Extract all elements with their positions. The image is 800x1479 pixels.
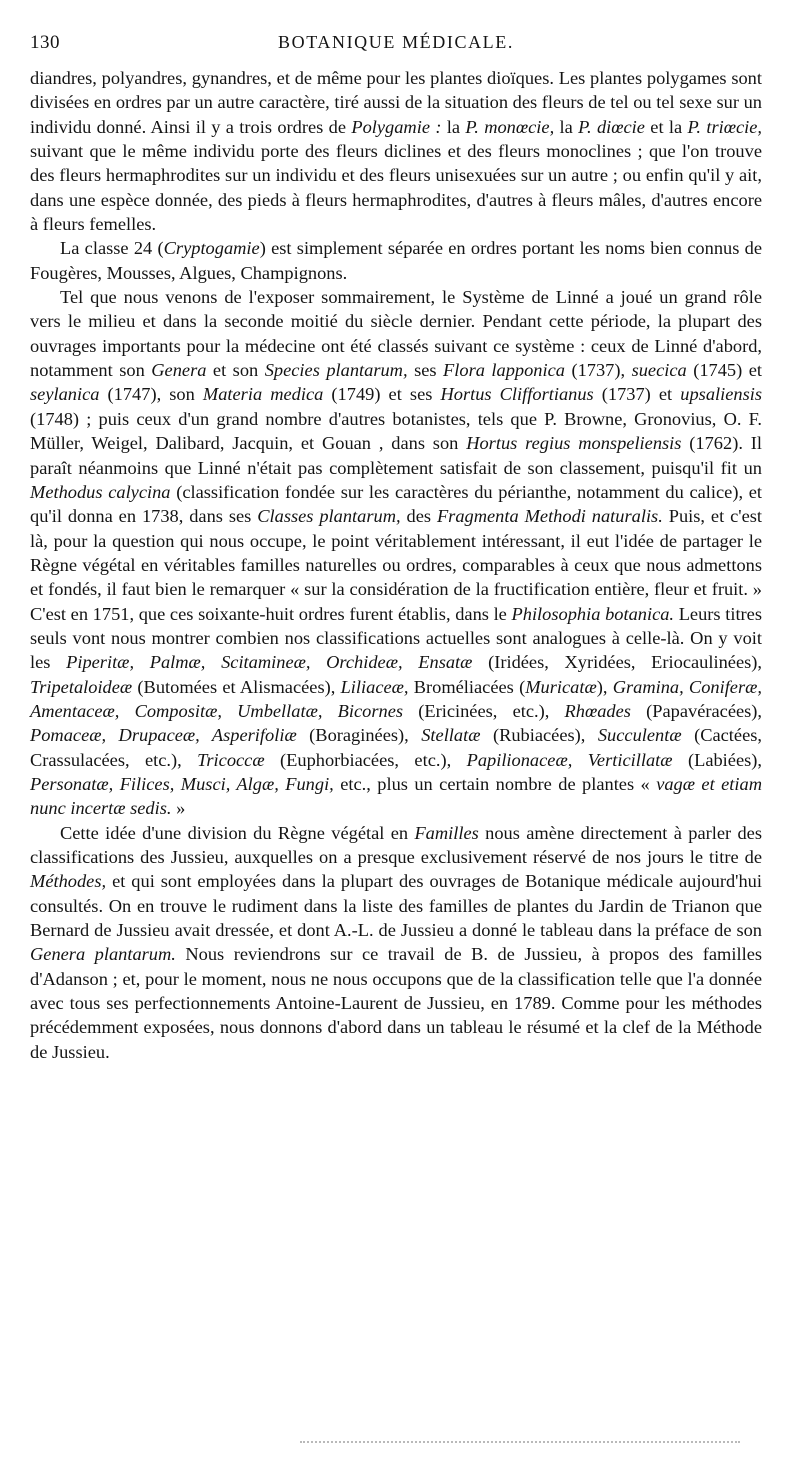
- text-run: la: [441, 116, 466, 137]
- text-run: (1748) ; puis ceux d'un grand nombre d'autres botanistes, tels que P. Browne, Gronovius, O. F. Müller, Weigel, Dalibard, Jacquin, et Gouan , dans son: [30, 408, 762, 454]
- italic-text-run: Materia medica: [202, 384, 324, 405]
- paragraph: [30, 236, 762, 285]
- text-run: (1747), son: [99, 384, 203, 405]
- italic-text-run: Genera plantarum.: [30, 944, 176, 965]
- paragraph: [30, 821, 762, 1064]
- text-run: diandres, polyandres, gynandres, et de même pour les plantes dioïques. Les plantes polygames sont divisées en ordres par un autre caractère, tiré aussi de la situation des fleurs de tel ou tel sexe sur un individu donné. Ainsi il y a trois ordres de: [30, 68, 762, 137]
- text-run: (1737),: [564, 360, 632, 381]
- text-run: nous amène directement à parler des classifications des Jussieu, auxquelles on a presque exclusivement réservé de nos jours le titre de: [30, 822, 763, 867]
- text-run: »: [171, 798, 186, 819]
- italic-text-run: Methodus calycina: [30, 481, 171, 502]
- text-run: Cette idée d'une division du Règne végétal en: [60, 822, 415, 843]
- italic-text-run: vagæ et etiam nunc incertæ sedis.: [30, 773, 762, 819]
- italic-text-run: Méthodes,: [30, 871, 107, 892]
- italic-text-run: Piperitæ, Palmæ, Scitamineæ, Orchideæ, Ensatæ: [66, 652, 473, 673]
- italic-text-run: Familles: [414, 822, 479, 843]
- text-run: (1745) et: [686, 360, 763, 381]
- italic-text-run: Stellatæ: [421, 725, 481, 746]
- text-run: la: [554, 116, 579, 137]
- text-run: et la: [644, 116, 688, 137]
- italic-text-run: Flora lapponica: [443, 360, 565, 381]
- italic-text-run: Papilionaceæ, Verticillatæ: [466, 749, 673, 770]
- italic-text-run: Rhœades: [564, 700, 631, 721]
- italic-text-run: Succulentæ: [597, 725, 682, 746]
- italic-text-run: Polygamie :: [351, 116, 442, 137]
- text-run: (Iridées, Xyridées, Eriocaulinées),: [472, 652, 762, 673]
- italic-text-run: Classes plantarum,: [257, 506, 401, 527]
- text-run: des: [400, 506, 437, 527]
- italic-text-run: upsaliensis: [680, 384, 763, 405]
- text-run: (classification fondée sur les caractères du périanthe, notamment du calice), et qu'il donna en 1738, dans ses: [30, 481, 763, 527]
- italic-text-run: Gramina, Coniferæ, Amentaceæ, Compositæ, Umbellatæ, Bicornes: [30, 676, 762, 721]
- text-run: (1737) et: [593, 384, 681, 405]
- text-run: Leurs titres seuls vont nous montrer combien nos classifications actuelles sont analogues à celle-là. On y voit les: [30, 603, 762, 673]
- text-run: et qui sont employées dans la plupart des ouvrages de Botanique médicale aujourd'hui consultés. On en trouve le rudiment dans la liste des familles de plantes du Jardin de Trianon que Bernard de Jussieu avait dressée, et dont A.-L. de Jussieu a donné le tableau dans la préface de son: [30, 871, 762, 941]
- italic-text-run: Liliaceæ,: [340, 676, 409, 697]
- text-run: (1749) et ses: [323, 384, 441, 405]
- text-run: La classe 24 (: [60, 238, 164, 259]
- italic-text-run: Philosophia botanica.: [511, 603, 675, 624]
- text-run: (Ericinées, etc.),: [403, 700, 565, 721]
- page-number: 130: [30, 32, 60, 53]
- text-run: ),: [596, 676, 613, 697]
- paragraph: [30, 66, 762, 236]
- italic-text-run: P. diœcie: [578, 116, 645, 137]
- text-run: etc., plus un certain nombre de plantes «: [333, 773, 657, 794]
- text-run: (Butomées et Alismacées),: [132, 676, 341, 697]
- text-run: ses: [407, 360, 444, 381]
- text-run: (Papavéracées),: [630, 700, 763, 721]
- text-run: Nous reviendrons sur ce travail de B. de Jussieu, à propos des familles d'Adanson ; et, pour le moment, nous ne nous occupons que de la classification telle que l'a donnée avec tous ses perfectionnements Antoine-Laurent de Jussieu, en 1789. Comme pour les méthodes précédemment exposées, nous donnons d'abord dans un tableau le résumé et la clef de la Méthode de Jussieu.: [30, 944, 763, 1062]
- italic-text-run: P. triœcie,: [687, 116, 763, 137]
- italic-text-run: Personatæ, Filices, Musci, Algæ, Fungi,: [30, 773, 334, 794]
- italic-text-run: Genera: [151, 360, 207, 381]
- italic-text-run: P. monœcie,: [465, 116, 555, 137]
- body-text: [30, 66, 762, 1064]
- italic-text-run: Hortus Cliffortianus: [440, 384, 594, 405]
- italic-text-run: Fragmenta Methodi naturalis.: [436, 506, 663, 527]
- text-run: (1762). Il paraît néanmoins que Linné n'était pas complètement satisfait de son classement, puisqu'il fit un: [30, 433, 762, 478]
- text-run: Puis, et c'est là, pour la question qui nous occupe, le point véritablement intéressant, il eut l'idée de partager le Règne végétal en véritables familles naturelles ou ordres, comparables à ceux que nous admettons et fondés, il faut bien le remarquer « sur la considération de la fructification entière, fleur et fruit. » C'est en 1751, que ces soixante-huit ordres furent établis, dans le: [30, 506, 763, 624]
- text-run: (Labiées),: [672, 749, 762, 770]
- italic-text-run: Tricoccæ: [197, 749, 265, 770]
- text-run: ) est simplement séparée en ordres portant les noms bien connus de Fougères, Mousses, Algues, Champignons.: [30, 238, 762, 283]
- text-run: (Euphorbiacées, etc.),: [264, 749, 467, 770]
- footer-dotted-rule: [300, 1441, 740, 1447]
- italic-text-run: seylanica: [30, 384, 100, 405]
- text-run: et son: [206, 360, 265, 381]
- page-header: [30, 32, 762, 58]
- italic-text-run: Muricatæ: [525, 676, 597, 697]
- italic-text-run: Hortus regius monspeliensis: [466, 433, 682, 454]
- text-run: Broméliacées (: [408, 676, 526, 697]
- text-run: (Rubiacées),: [480, 725, 598, 746]
- running-title: BOTANIQUE MÉDICALE.: [278, 32, 514, 52]
- text-run: suivant que le même individu porte des fleurs diclines et des fleurs monoclines ; que l'on trouve des fleurs hermaphrodites sur un individu et des fleurs unisexuées sur un autre ; ou enfin qu'il y ait, dans une espèce donnée, des pieds à fleurs hermaphrodites, d'autres à fleurs mâles, d'autres encore à fleurs femelles.: [30, 141, 762, 235]
- italic-text-run: Tripetaloideæ: [30, 676, 133, 697]
- text-run: Tel que nous venons de l'exposer sommairement, le Système de Linné a joué un grand rôle vers le milieu et dans la seconde moitié du siècle dernier. Pendant cette période, la plupart des ouvrages importants pour la médecine ont été classés suivant ce système : ceux de Linné d'abord, notamment son: [30, 287, 762, 381]
- italic-text-run: Pomaceæ, Drupaceæ, Asperifoliæ: [30, 725, 297, 746]
- italic-text-run: Cryptogamie: [163, 238, 260, 259]
- text-run: (Boraginées),: [296, 725, 422, 746]
- italic-text-run: Species plantarum,: [264, 360, 408, 381]
- italic-text-run: suecica: [631, 360, 687, 381]
- text-run: (Cactées, Crassulacées, etc.),: [30, 725, 762, 770]
- paragraph: [30, 285, 762, 821]
